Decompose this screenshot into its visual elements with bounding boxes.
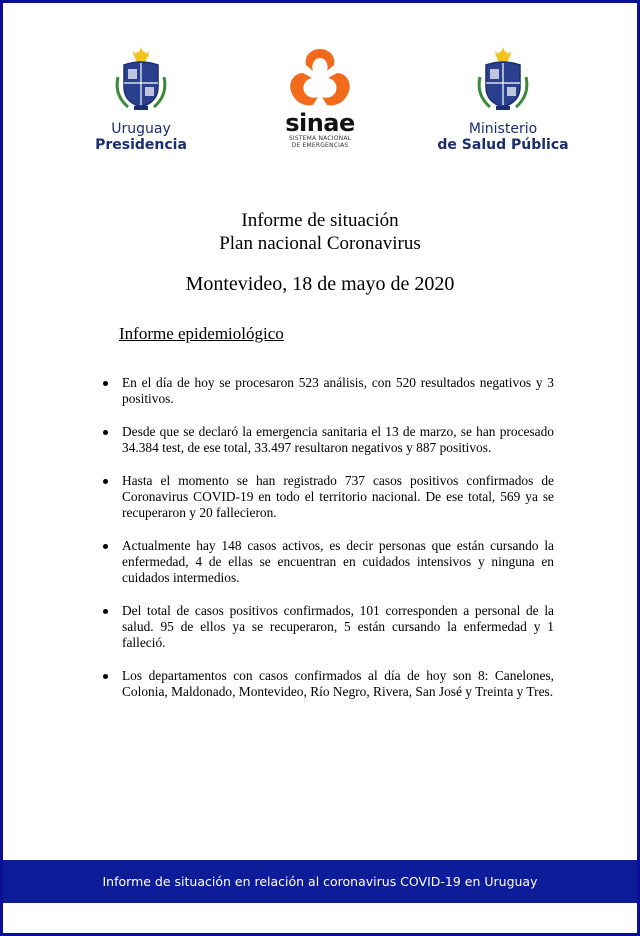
- bullet-item: [99, 424, 554, 456]
- bullet-item: [99, 538, 554, 586]
- sinae-logo: [265, 47, 375, 149]
- bullet-item: [99, 603, 554, 651]
- section-heading: Informe epidemiológico: [119, 324, 284, 343]
- bullet-text: Desde que se declaró la emergencia sanitaria el 13 de marzo, se han procesado 34.384 test, de ese total, 33.497 resultaron negativos y 887 positivos.: [122, 424, 554, 455]
- bullet-dot-icon: [103, 430, 108, 435]
- bullet-text: Del total de casos positivos confirmados, 101 corresponden a personal de la salud. 95 de ellos ya se recuperaron, 5 están cursando la enfermedad y 1 falleció.: [122, 603, 554, 650]
- bullet-item: [99, 473, 554, 521]
- coat-of-arms-icon: [474, 47, 532, 113]
- bullet-list: [99, 375, 554, 717]
- ministerio-line1: Ministerio: [468, 121, 538, 137]
- bullet-dot-icon: [103, 544, 108, 549]
- header-logos: [3, 47, 637, 177]
- ministerio-logo: [423, 47, 583, 153]
- presidencia-line1: Uruguay: [111, 121, 171, 137]
- coat-of-arms-icon: [112, 47, 170, 113]
- bullet-dot-icon: [103, 479, 108, 484]
- sinae-symbol-icon: [287, 47, 353, 109]
- sinae-subtitle-1: SISTEMA NACIONAL: [288, 135, 352, 142]
- footer-banner: [3, 860, 637, 903]
- sinae-wordmark: sinae: [285, 109, 355, 137]
- bullet-item: [99, 375, 554, 407]
- presidencia-logo: [71, 47, 211, 153]
- bullet-text: Hasta el momento se han registrado 737 casos positivos confirmados de Coronavirus COVID-19 en todo el territorio nacional. De ese total, 569 ya se recuperaron y 20 fallecieron.: [122, 473, 554, 520]
- bullet-dot-icon: [103, 381, 108, 386]
- bullet-text: En el día de hoy se procesaron 523 análisis, con 520 resultados negativos y 3 positivos.: [122, 375, 554, 406]
- sinae-subtitle-2: DE EMERGENCIAS: [291, 142, 349, 149]
- presidencia-line2: Presidencia: [95, 137, 187, 153]
- report-titles: [3, 209, 637, 296]
- ministerio-line2: de Salud Pública: [437, 137, 569, 153]
- bullet-dot-icon: [103, 674, 108, 679]
- bullet-dot-icon: [103, 609, 108, 614]
- bullet-text: Los departamentos con casos confirmados al día de hoy son 8: Canelones, Colonia, Maldonado, Montevideo, Río Negro, Rivera, San José y Treinta y Tres.: [122, 668, 554, 699]
- footer-text: Informe de situación en relación al coronavirus COVID-19 en Uruguay: [102, 874, 538, 889]
- report-subtitle: Plan nacional Coronavirus: [219, 233, 421, 254]
- report-title: Informe de situación: [241, 210, 399, 231]
- bullet-text: Actualmente hay 148 casos activos, es decir personas que están cursando la enfermedad, 4 de ellas se encuentran en cuidados intensivos y ninguna en cuidados intermedios.: [122, 538, 554, 585]
- report-date: Montevideo, 18 de mayo de 2020: [185, 273, 455, 295]
- bullet-item: [99, 668, 554, 700]
